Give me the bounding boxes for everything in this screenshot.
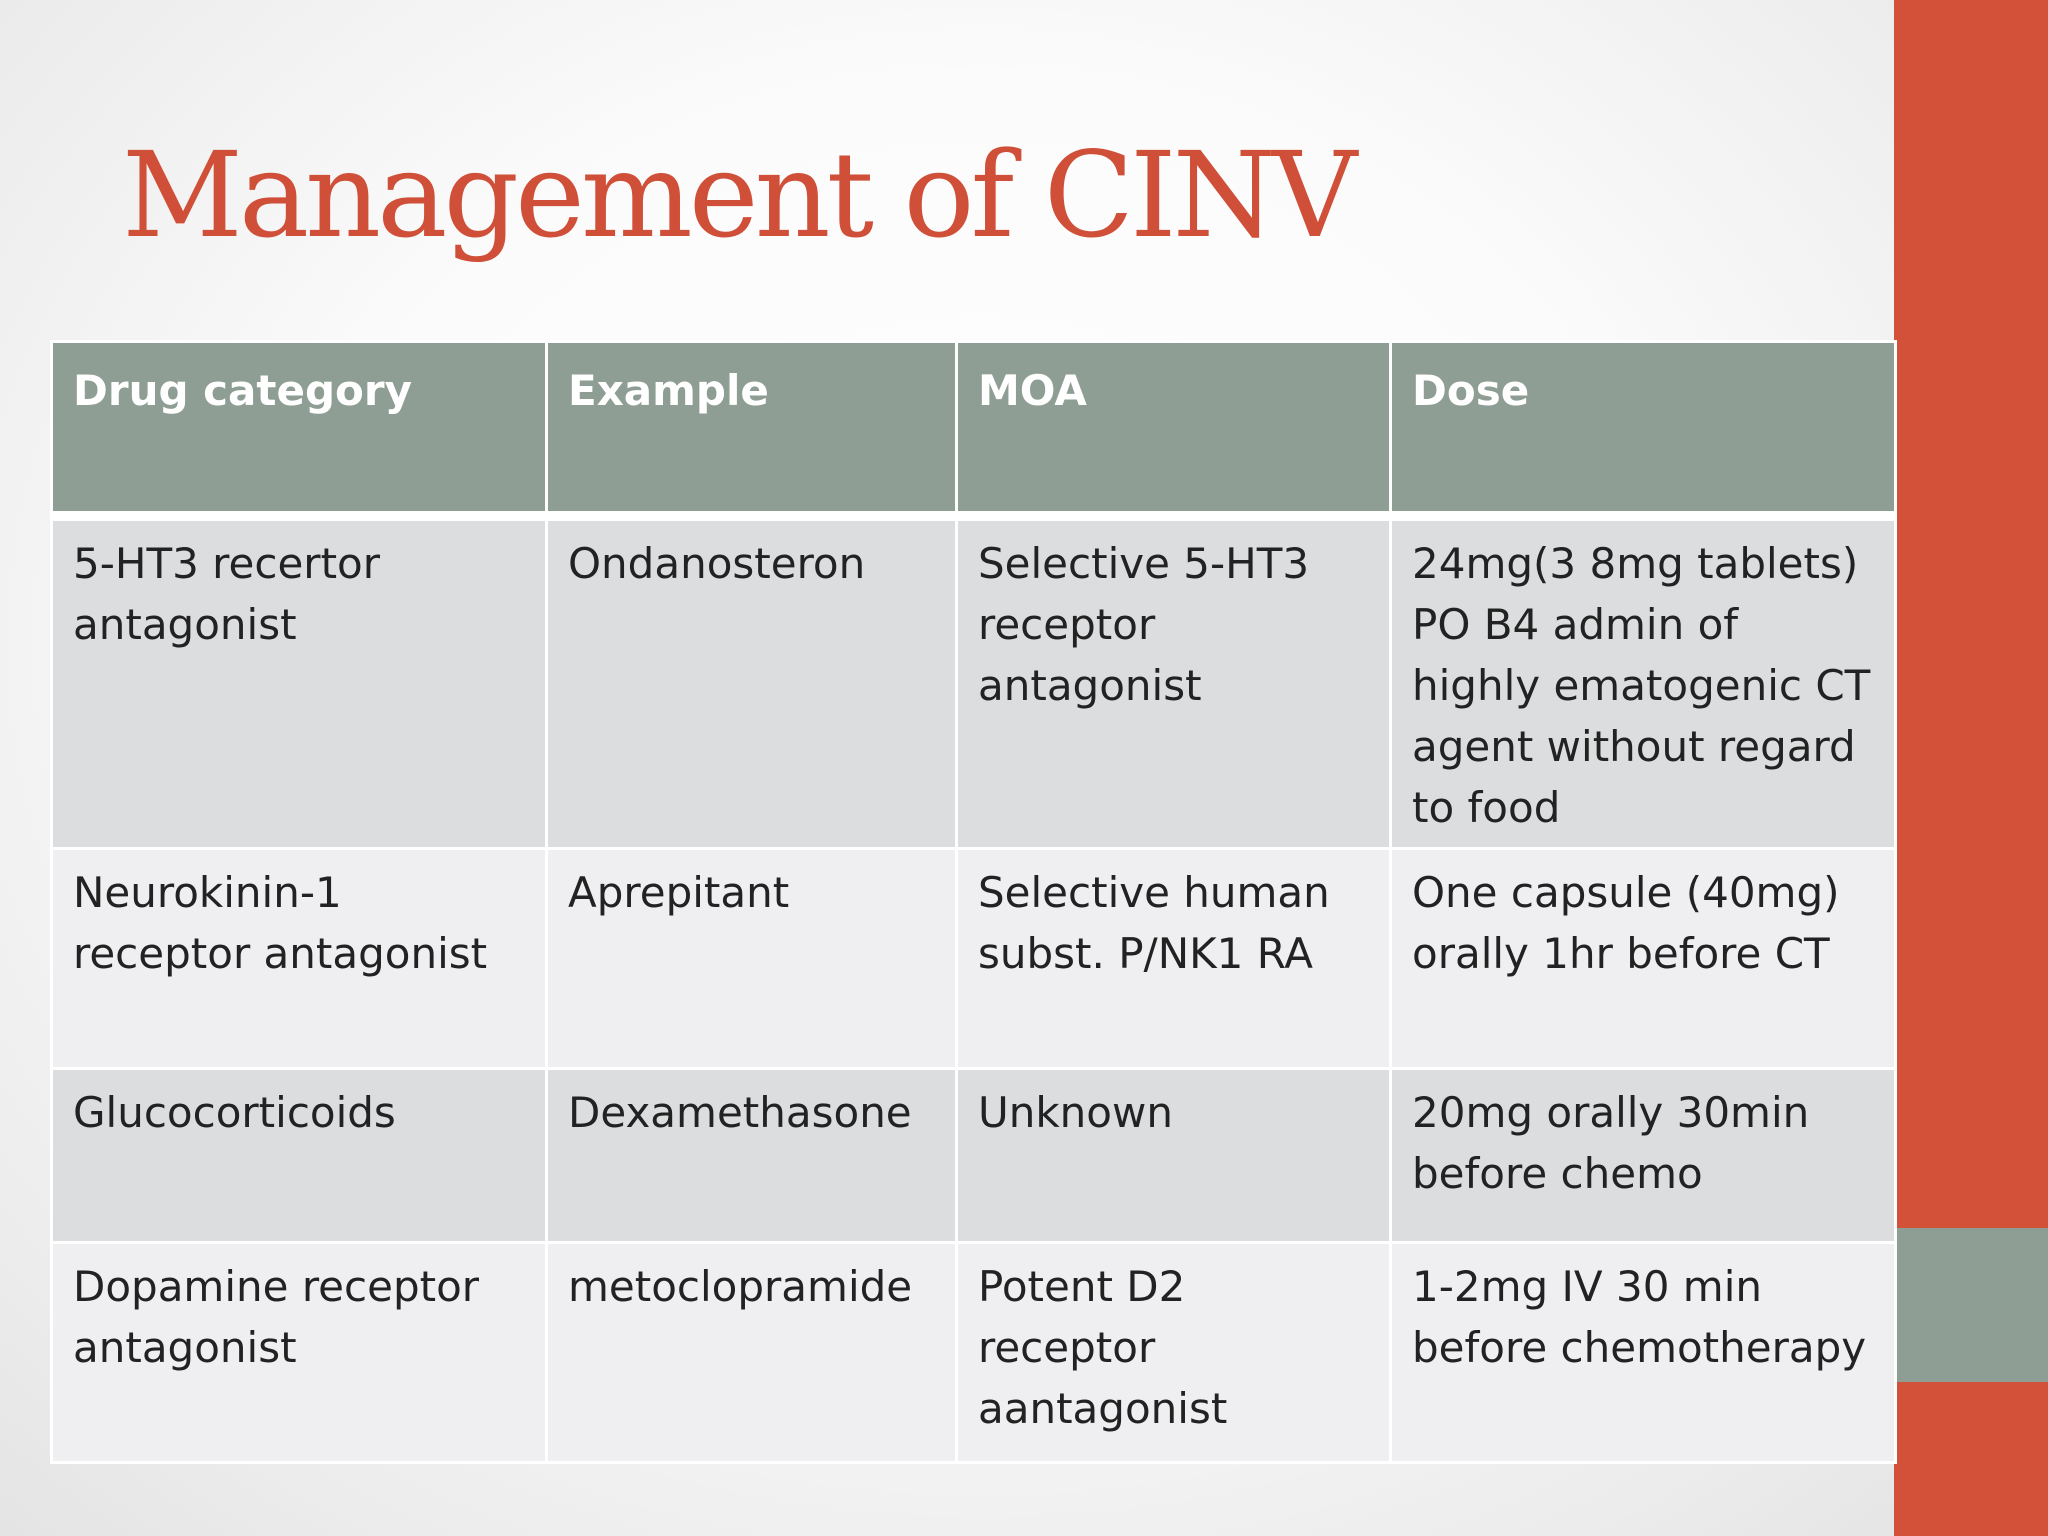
table-header-row xyxy=(52,342,1896,517)
header-example: Example xyxy=(547,342,957,517)
cell-moa: Selective human subst. P/NK1 RA xyxy=(957,849,1391,1069)
cell-dose: One capsule (40mg) orally 1hr before CT xyxy=(1391,849,1896,1069)
cell-moa: Selective 5-HT3 receptor antagonist xyxy=(957,516,1391,849)
table-row xyxy=(52,849,1896,1069)
cell-example: Ondanosteron xyxy=(547,516,957,849)
table-row xyxy=(52,1069,1896,1243)
cell-example: metoclopramide xyxy=(547,1243,957,1463)
slide-title: Management of CINV xyxy=(122,126,1354,264)
header-dose: Dose xyxy=(1391,342,1896,517)
cell-moa: Unknown xyxy=(957,1069,1391,1243)
table-row xyxy=(52,516,1896,849)
cell-dose: 1-2mg IV 30 min before chemotherapy xyxy=(1391,1243,1896,1463)
cell-drug-category: 5-HT3 recertor antagonist xyxy=(52,516,547,849)
cell-drug-category: Dopamine receptor antagonist xyxy=(52,1243,547,1463)
cell-drug-category: Glucocorticoids xyxy=(52,1069,547,1243)
cell-example: Dexamethasone xyxy=(547,1069,957,1243)
accent-bar-red-top xyxy=(1894,0,2048,1228)
accent-bar-red-bottom xyxy=(1894,1382,2048,1536)
table-row xyxy=(52,1243,1896,1463)
cell-drug-category: Neurokinin-1 receptor antagonist xyxy=(52,849,547,1069)
cell-dose: 20mg orally 30min before chemo xyxy=(1391,1069,1896,1243)
cell-dose: 24mg(3 8mg tablets) PO B4 admin of highly ematogenic CT agent without regard to food xyxy=(1391,516,1896,849)
cell-moa: Potent D2 receptor aantagonist xyxy=(957,1243,1391,1463)
header-moa: MOA xyxy=(957,342,1391,517)
header-drug-category: Drug category xyxy=(52,342,547,517)
accent-bar-green xyxy=(1894,1228,2048,1382)
cell-example: Aprepitant xyxy=(547,849,957,1069)
cinv-drug-table xyxy=(50,340,1897,1464)
